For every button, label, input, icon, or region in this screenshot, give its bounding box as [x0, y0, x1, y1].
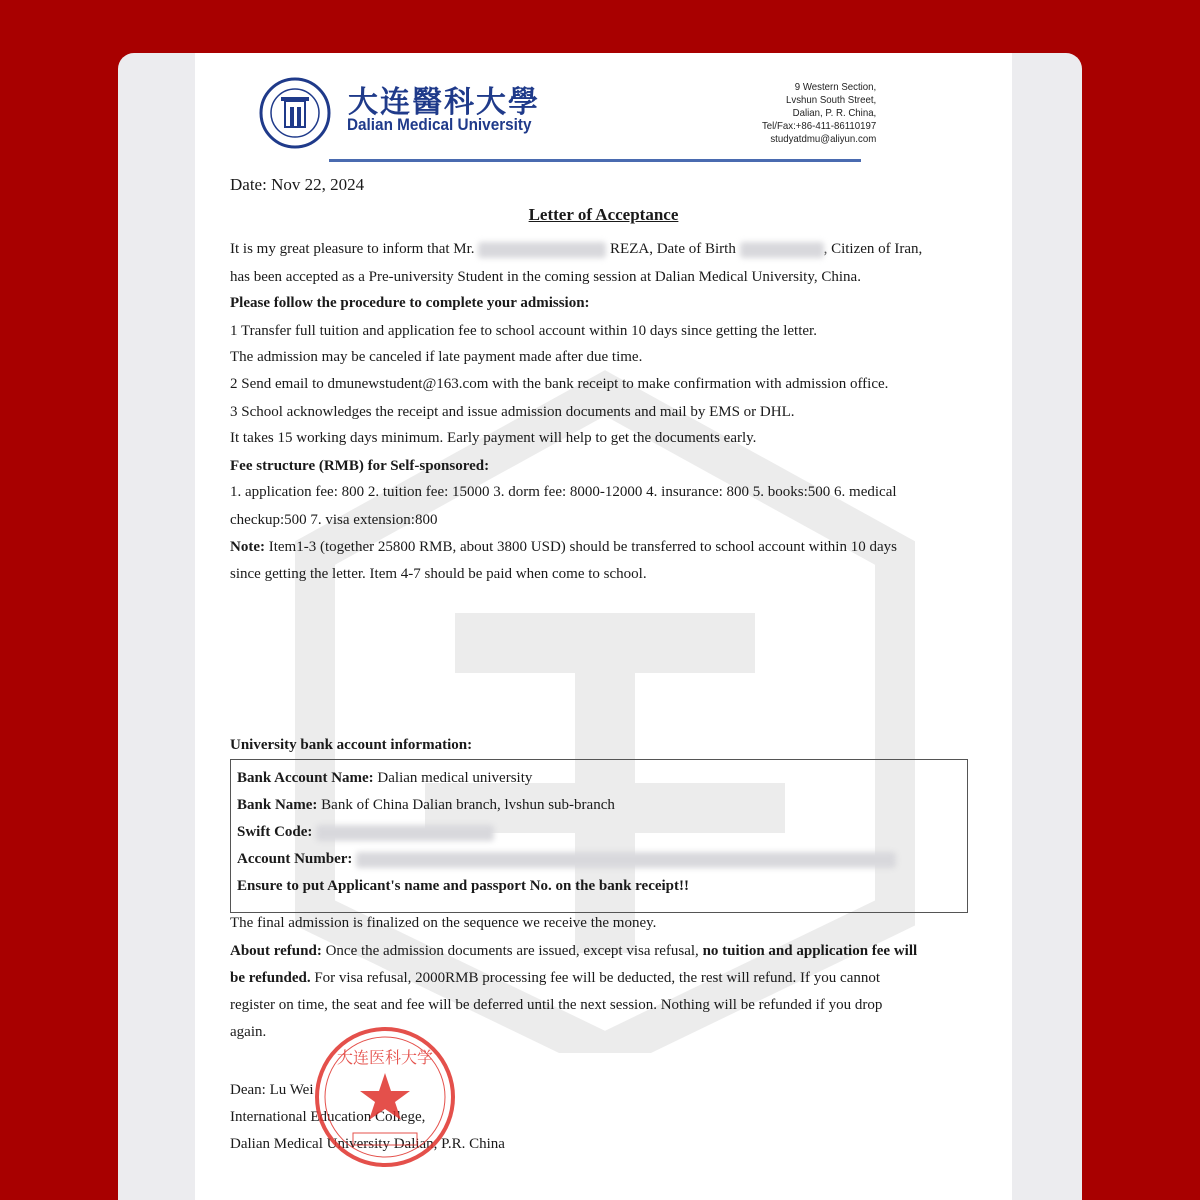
university-address — [762, 81, 876, 146]
intro-text: It is my great pleasure to inform that Mr. — [230, 241, 475, 257]
refund-label: About refund: — [230, 943, 322, 959]
bank-value: Dalian medical university — [373, 770, 533, 786]
refund-text: Once the admission documents are issued, except visa refusal, — [321, 943, 703, 959]
fee-line-1: 1. application fee: 800 2. tuition fee: 15000 3. dorm fee: 8000-12000 4. insurance: 800 5. books:500 6. medical — [230, 484, 897, 500]
bank-label: Bank Name: — [237, 797, 318, 813]
acceptance-letter — [195, 53, 1012, 1200]
fee-heading: Fee structure (RMB) for Self-sponsored: — [230, 458, 490, 474]
refund-line-4: again. — [230, 1024, 267, 1040]
intro-text: , Citizen of Iran, — [823, 241, 923, 257]
redacted-account-number — [356, 852, 896, 868]
bank-account-name — [237, 768, 532, 788]
header-divider — [329, 159, 861, 162]
final-note: The final admission is finalized on the sequence we receive the money. — [230, 915, 657, 931]
note-line-2: since getting the letter. Item 4-7 should be paid when come to school. — [230, 566, 647, 582]
bank-heading: University bank account information: — [230, 737, 473, 753]
signature-college: International Education College, — [230, 1109, 426, 1125]
letter-date: Date: Nov 22, 2024 — [230, 175, 365, 194]
refund-emphasis: no tuition and application fee will — [702, 943, 918, 959]
step-1: 1 Transfer full tuition and application fee to school account within 10 days since getting the letter. — [230, 323, 817, 339]
bank-label: Bank Account Name: — [237, 770, 374, 786]
fee-line-2: checkup:500 7. visa extension:800 — [230, 512, 438, 528]
note-label: Note: — [230, 539, 265, 555]
university-seal-icon — [259, 77, 331, 149]
redacted-birthdate — [740, 242, 824, 258]
bank-label: Swift Code: — [237, 824, 313, 840]
address-line: Lvshun South Street, — [785, 94, 876, 106]
refund-emphasis: be refunded. — [230, 970, 311, 986]
refund-text: For visa refusal, 2000RMB processing fee will be deducted, the rest will refund. If you cannot — [310, 970, 881, 986]
page-card — [118, 53, 1082, 1200]
note-text: Item1-3 (together 25800 RMB, about 3800 USD) should be transferred to school account within 10 days — [264, 539, 897, 555]
university-name-chinese: 大连醫科大學 — [348, 85, 540, 120]
university-name-english: Dalian Medical University — [347, 115, 532, 134]
refund-line-3: register on time, the seat and fee will be deferred until the next session. Nothing will be refunded if you drop — [230, 997, 883, 1013]
official-stamp-icon — [313, 1025, 457, 1169]
bank-account-number — [237, 849, 896, 869]
address-line: 9 Western Section, — [794, 81, 876, 93]
step-1-note: The admission may be canceled if late payment made after due time. — [230, 349, 643, 365]
intro-line-1 — [230, 239, 975, 259]
redacted-name — [478, 242, 606, 258]
step-3-note: It takes 15 working days minimum. Early payment will help to get the documents early. — [230, 430, 757, 446]
intro-text: REZA, Date of Birth — [610, 241, 736, 257]
bank-name — [237, 795, 615, 815]
letter-title: Letter of Acceptance — [528, 205, 679, 224]
procedure-heading: Please follow the procedure to complete your admission: — [230, 295, 590, 311]
bank-value: Bank of China Dalian branch, lvshun sub-branch — [317, 797, 615, 813]
signature-university: Dalian Medical University Dalian, P.R. China — [230, 1136, 505, 1152]
note-line-1 — [230, 537, 975, 557]
signature-dean: Dean: Lu Wei — [230, 1082, 314, 1098]
address-line: Tel/Fax:+86-411-86110197 — [761, 120, 876, 132]
address-line: studyatdmu@aliyun.com — [770, 133, 876, 145]
step-3: 3 School acknowledges the receipt and issue admission documents and mail by EMS or DHL. — [230, 404, 795, 420]
redacted-swift — [316, 825, 494, 841]
address-line: Dalian, P. R. China, — [792, 107, 876, 119]
refund-line-2 — [230, 968, 975, 988]
bank-info-box — [230, 759, 968, 913]
refund-line-1 — [230, 941, 975, 961]
step-2: 2 Send email to dmunewstudent@163.com with the bank receipt to make confirmation with admission office. — [230, 376, 889, 392]
bank-label: Account Number: — [237, 851, 353, 867]
intro-line-2: has been accepted as a Pre-university Student in the coming session at Dalian Medical University, China. — [230, 269, 861, 285]
bank-swift-code — [237, 822, 494, 842]
bank-reminder: Ensure to put Applicant's name and passport No. on the bank receipt!! — [237, 878, 690, 894]
stamp-text: 大连医科大学 — [336, 1048, 434, 1067]
